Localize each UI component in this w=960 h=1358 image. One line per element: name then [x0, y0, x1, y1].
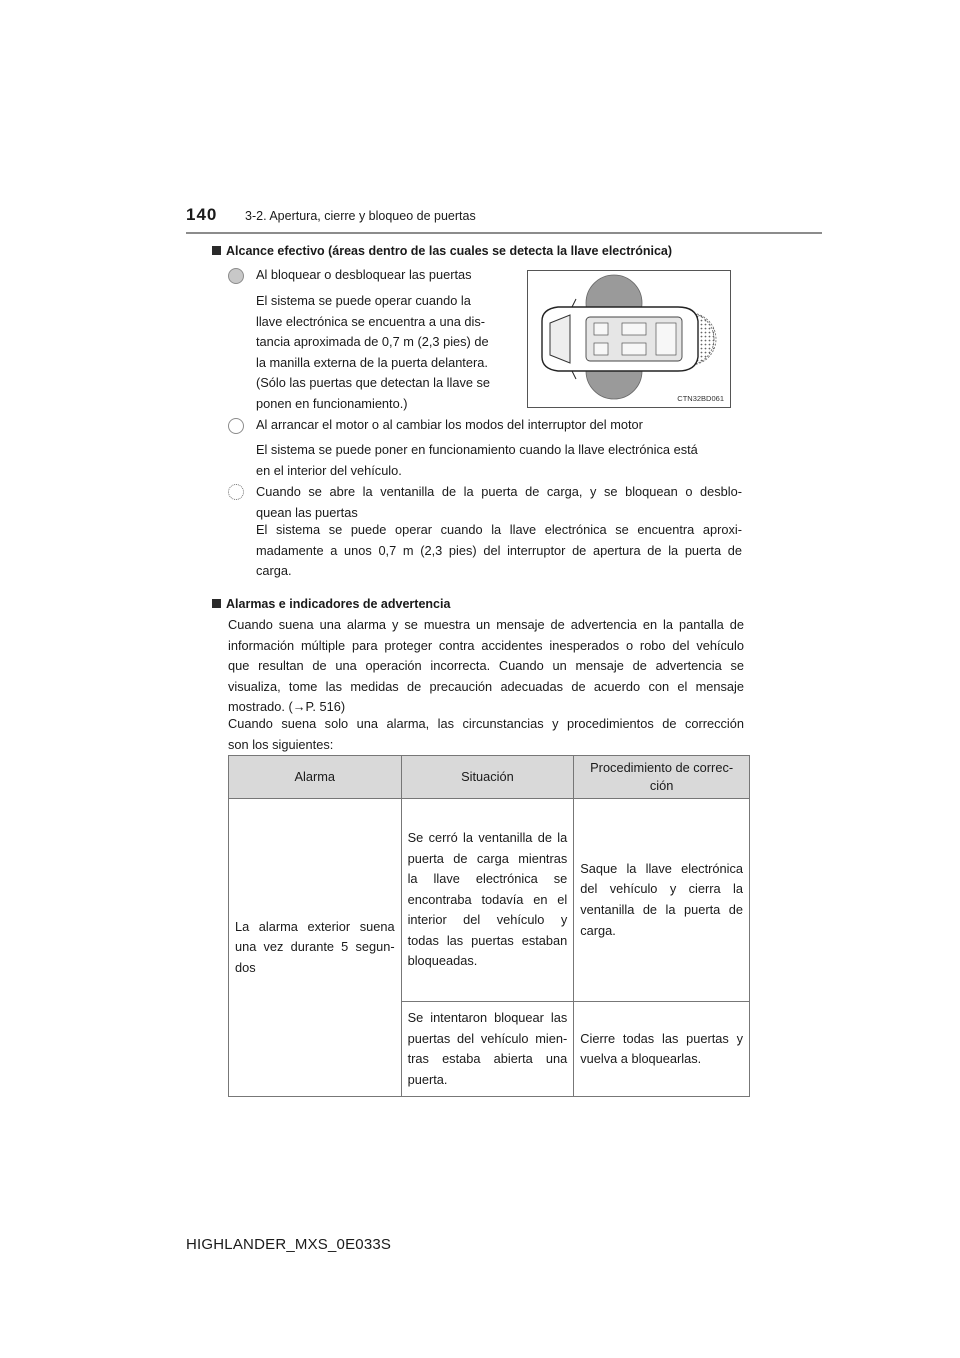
outline-circle-icon [228, 418, 244, 434]
header-situacion: Situación [401, 756, 574, 799]
alarm-table-intro [228, 714, 744, 755]
text-line: El sistema se puede operar cuando la llave electrónica se encuentra aproxi- [256, 522, 742, 537]
text-line: Saque la llave electrónica [580, 860, 743, 876]
square-bullet-icon [212, 246, 221, 255]
solid-circle-icon [228, 268, 244, 284]
header-alarma: Alarma [229, 756, 402, 799]
text-line: quean las puertas [256, 504, 358, 520]
vehicle-top-view-illustration [528, 271, 730, 407]
text-line: del vehículo y cierra la [580, 881, 743, 897]
text-line: puertas del vehículo mien- [407, 1030, 568, 1046]
page-number: 140 [186, 205, 218, 224]
text-line: carga. [256, 563, 292, 579]
text-line: la llave electrónica se [407, 871, 568, 887]
text-line: llave electrónica se encuentra a una dis- [256, 313, 486, 329]
text-line: La alarma exterior suena [235, 918, 395, 934]
alarm-table [228, 755, 750, 1097]
text-line: Se intentaron bloquear las [407, 1010, 568, 1025]
text-line: encontraba todavía en el [407, 891, 568, 907]
header-procedimiento [574, 756, 750, 799]
text-line: información múltiple para proteger contra accidentes inesperados o robo del vehículo [228, 637, 744, 653]
alarm-intro-paragraph [228, 615, 744, 718]
text-line: ción [649, 778, 674, 793]
section-heading-alcance [212, 244, 672, 258]
text-line: (Sólo las puertas que detectan la llave se [256, 375, 491, 391]
text-line: visualiza, tome las medidas de precaución adecuadas de acuerdo con el mensaje [228, 678, 744, 694]
item-title-cargo [256, 482, 742, 523]
text-line: Se cerró la ventanilla de la [407, 829, 568, 845]
item-text-cargo [256, 520, 742, 582]
heading-text: Alcance efectivo (áreas dentro de las cuales se detecta la llave electrónica) [226, 244, 673, 258]
text-line: El sistema se puede poner en funcionamiento cuando la llave electrónica está [256, 442, 698, 457]
text-line: ponen en funcionamiento.) [256, 395, 408, 411]
item-text-lock [256, 291, 506, 415]
heading-text: Alarmas e indicadores de advertencia [226, 597, 451, 611]
cell-situation [401, 799, 574, 1002]
cell-alarm [229, 799, 402, 1097]
text-line: una vez durante 5 segun- [235, 939, 395, 955]
cell-procedure [574, 799, 750, 1002]
text-line: que resultan de una operación incorrecta. Cuando un mensaje de advertencia se [228, 658, 744, 674]
text-line: Procedimiento de correc- [590, 760, 734, 775]
header-rule [186, 232, 822, 234]
section-heading-alarmas [212, 597, 450, 611]
text-line: Cuando se abre la ventanilla de la puerta de carga, y se bloquean o desblo- [256, 484, 742, 499]
text-line: ventanilla de la puerta de [580, 902, 743, 917]
text-line: carga. [580, 922, 616, 938]
text-line: todas las puertas estaban [407, 932, 568, 948]
text-line: Cuando suena solo una alarma, las circunstancias y procedimientos de corrección [228, 716, 744, 731]
table-row [229, 799, 750, 1002]
document-code: HIGHLANDER_MXS_0E033S [186, 1236, 392, 1253]
cell-situation [401, 1002, 574, 1097]
item-text-engine [256, 440, 742, 481]
text-line: El sistema se puede operar cuando la [256, 293, 471, 308]
text-line: puerta. [407, 1071, 448, 1087]
item-title-lock: Al bloquear o desbloquear las puertas [256, 267, 472, 282]
text-line: Cuando suena una alarma y se muestra un mensaje de advertencia en la pantalla de [228, 617, 744, 632]
dotted-circle-icon [228, 484, 244, 500]
text-line: Cierre todas las puertas y [580, 1030, 743, 1046]
text-line: vuelva a bloquearlas. [580, 1051, 702, 1067]
text-line: dos [235, 959, 256, 975]
figure-code: CTN32BD061 [677, 394, 724, 403]
text-line: en el interior del vehículo. [256, 462, 402, 478]
detection-range-figure [527, 270, 731, 408]
section-title: 3-2. Apertura, cierre y bloqueo de puertas [245, 209, 476, 223]
square-bullet-icon [212, 599, 221, 608]
text-line: bloqueadas. [407, 953, 478, 969]
text-line: interior del vehículo y [407, 912, 568, 928]
item-title-engine: Al arrancar el motor o al cambiar los modos del interruptor del motor [256, 417, 643, 432]
text-line: puerta de carga mientras [407, 850, 568, 866]
text-line: la manilla externa de la puerta delantera. [256, 354, 488, 370]
text-line: madamente a unos 0,7 m (2,3 pies) del interruptor de apertura de la puerta de [256, 542, 742, 558]
table-header-row [229, 756, 750, 799]
cell-procedure [574, 1002, 750, 1097]
text-line: mostrado. (→P. 516) [228, 699, 346, 715]
text-line: tras estaba abierta una [407, 1051, 568, 1067]
text-line: son los siguientes: [228, 736, 334, 752]
text-line: tancia aproximada de 0,7 m (2,3 pies) de [256, 334, 489, 350]
